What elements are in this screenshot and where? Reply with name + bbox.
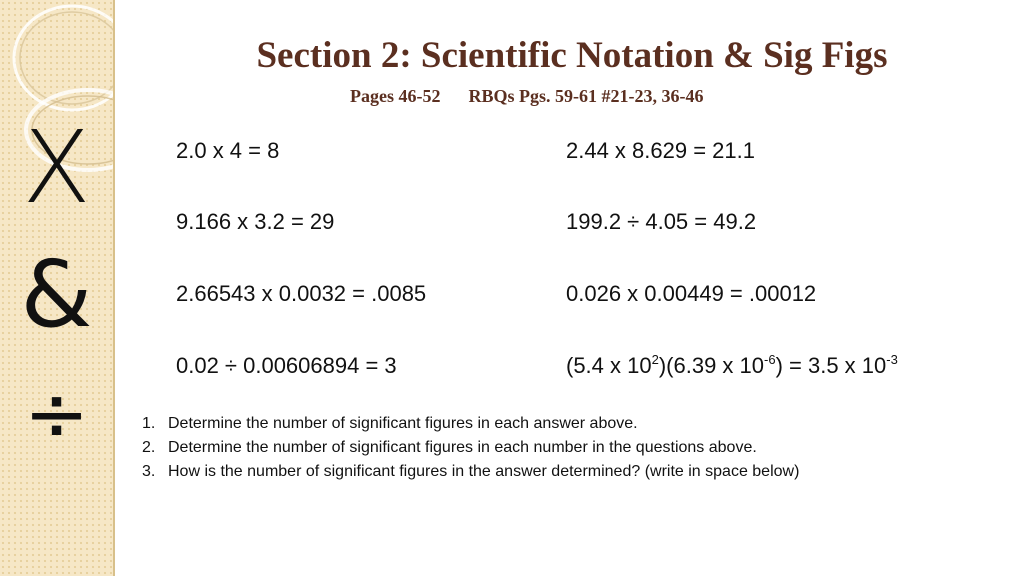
question-item [142, 436, 1012, 460]
question-list [142, 412, 1012, 484]
question-item [142, 460, 1012, 484]
question-text: Determine the number of significant figures in each number in the questions above. [168, 439, 757, 456]
equation-right-3: 0.026 x 0.00449 = .00012 [566, 281, 817, 306]
question-number: 1. [142, 415, 156, 432]
equation-right-1: 2.44 x 8.629 = 21.1 [566, 138, 755, 163]
exponent: -6 [764, 352, 776, 367]
equation-left-2: 9.166 x 3.2 = 29 [176, 209, 335, 234]
slide-title: Section 2: Scientific Notation & Sig Figs [256, 35, 888, 76]
exponent: 2 [651, 352, 659, 367]
multiply-symbol: X [22, 109, 91, 226]
eq-part: ) = 3.5 x 10 [775, 353, 887, 378]
question-text: Determine the number of significant figures in each answer above. [168, 415, 638, 432]
eq-part: )(6.39 x 10 [658, 353, 765, 378]
equation-right-2: 199.2 ÷ 4.05 = 49.2 [566, 209, 757, 234]
decorative-sidebar [0, 0, 115, 576]
subtitle-rbqs: RBQs Pgs. 59-61 #21-23, 36-46 [468, 86, 704, 106]
subtitle-pages: Pages 46-52 [350, 86, 441, 106]
equation-left-4: 0.02 ÷ 0.00606894 = 3 [176, 353, 397, 378]
question-text: How is the number of significant figures in the answer determined? (write in space below) [168, 463, 800, 480]
exponent: -3 [886, 352, 898, 367]
question-number: 2. [142, 439, 156, 456]
equation-left-1: 2.0 x 4 = 8 [176, 138, 280, 163]
eq-part: (5.4 x 10 [566, 353, 652, 378]
equation-right-4 [566, 351, 898, 381]
slide-subtitle [350, 84, 703, 108]
equation-left-3: 2.66543 x 0.0032 = .0085 [176, 281, 427, 306]
divide-symbol: ÷ [23, 370, 90, 460]
question-item [142, 412, 1012, 436]
ampersand-symbol: & [20, 241, 93, 348]
question-number: 3. [142, 463, 156, 480]
